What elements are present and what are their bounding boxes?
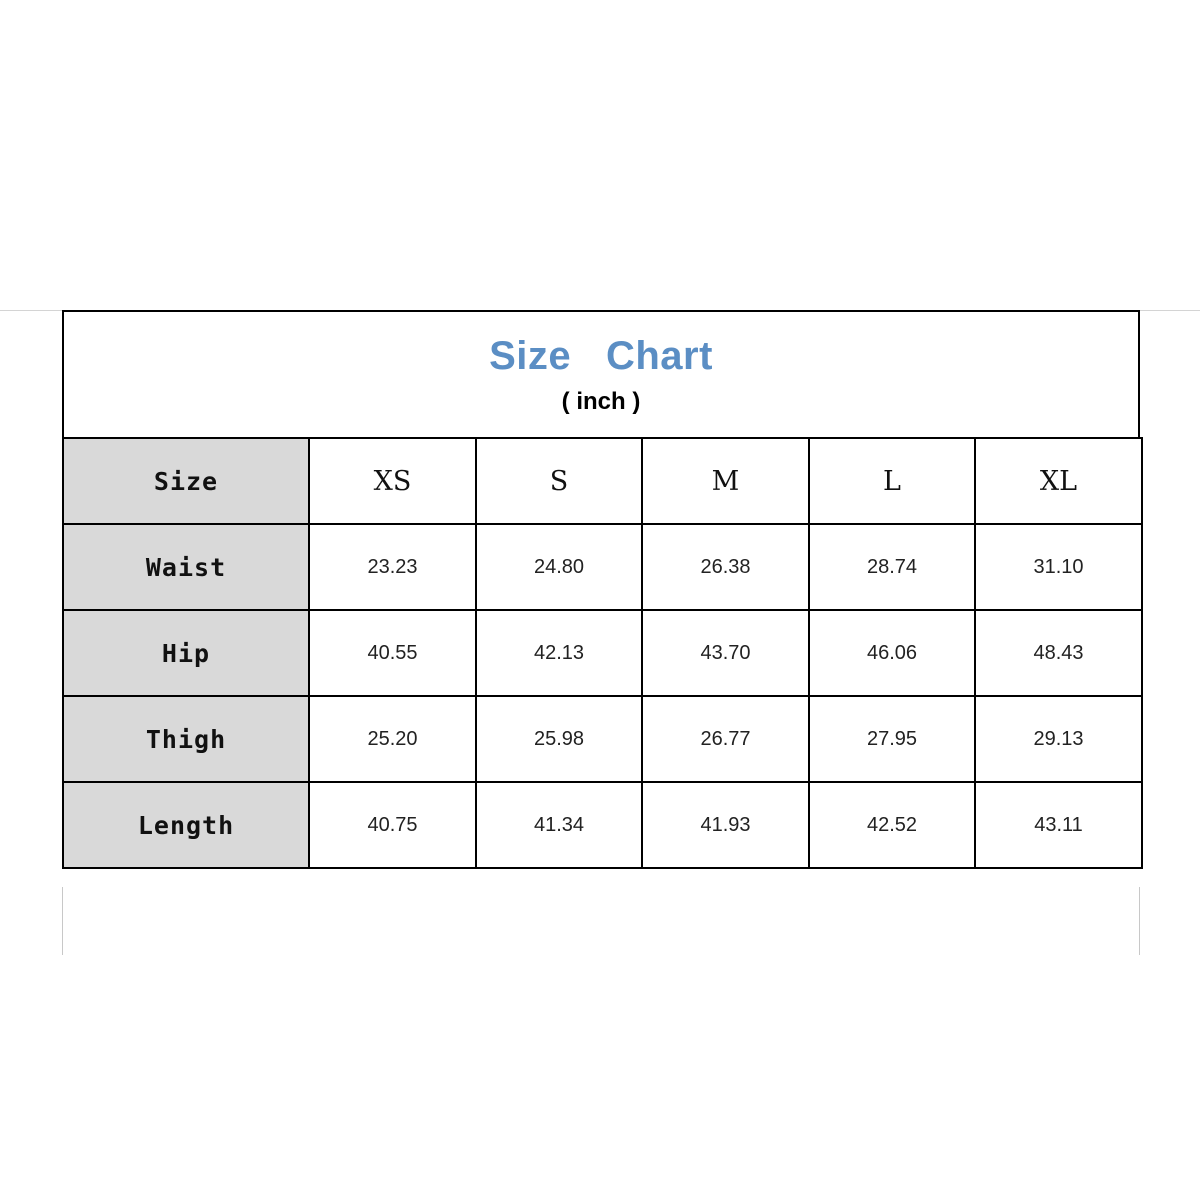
table-cell: 23.23 (309, 524, 476, 610)
table-cell: 31.10 (975, 524, 1142, 610)
unit-label: ( inch ) (561, 388, 641, 415)
table-cell: 42.52 (809, 782, 975, 868)
table-cell: 43.70 (642, 610, 809, 696)
column-header-m: M (642, 438, 809, 524)
table-cell: 25.98 (476, 696, 642, 782)
table-cell: 41.34 (476, 782, 642, 868)
bottom-guide-line-right (1139, 887, 1140, 955)
table-row-thigh (63, 696, 1142, 782)
table-row-length (63, 782, 1142, 868)
table-cell: 41.93 (642, 782, 809, 868)
column-header-xs: XS (309, 438, 476, 524)
table-cell: 24.80 (476, 524, 642, 610)
table-cell: 28.74 (809, 524, 975, 610)
column-header-s: S (476, 438, 642, 524)
table-cell: 27.95 (809, 696, 975, 782)
table-cell: 40.75 (309, 782, 476, 868)
table-cell: 43.11 (975, 782, 1142, 868)
chart-title: Size Chart (489, 334, 713, 378)
row-header-thigh: Thigh (63, 696, 309, 782)
corner-header-size: Size (63, 438, 309, 524)
bottom-guide-line-left (62, 887, 63, 955)
row-header-hip: Hip (63, 610, 309, 696)
size-table (62, 437, 1143, 869)
size-chart-header (62, 310, 1140, 438)
table-cell: 46.06 (809, 610, 975, 696)
row-header-waist: Waist (63, 524, 309, 610)
table-row-waist (63, 524, 1142, 610)
table-cell: 26.38 (642, 524, 809, 610)
table-cell: 26.77 (642, 696, 809, 782)
column-header-l: L (809, 438, 975, 524)
table-cell: 25.20 (309, 696, 476, 782)
row-header-length: Length (63, 782, 309, 868)
column-header-xl: XL (975, 438, 1142, 524)
table-cell: 48.43 (975, 610, 1142, 696)
table-header-row (63, 438, 1142, 524)
table-cell: 29.13 (975, 696, 1142, 782)
table-cell: 42.13 (476, 610, 642, 696)
table-cell: 40.55 (309, 610, 476, 696)
table-row-hip (63, 610, 1142, 696)
